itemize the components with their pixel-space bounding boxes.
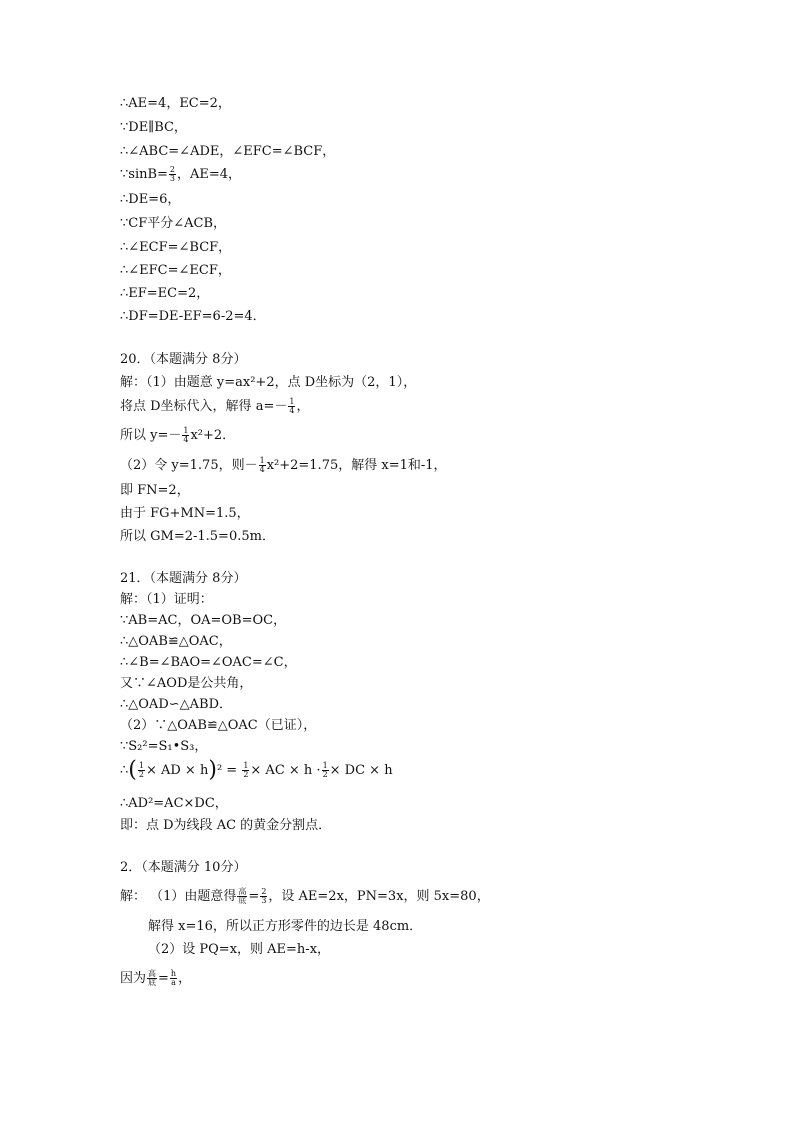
fraction-denominator: a bbox=[171, 978, 176, 987]
text-fragment: × AD × h bbox=[145, 763, 209, 778]
text-line: ∴∠EFC=∠ECF， bbox=[120, 263, 231, 278]
fraction-numerator: 高 bbox=[148, 969, 157, 978]
text-line: ∴DE=6， bbox=[120, 192, 181, 207]
text-line: ∴∠B=∠BAO=∠OAC=∠C， bbox=[120, 655, 297, 670]
fraction bbox=[322, 762, 329, 779]
question-header: 21．（本题满分 8分） bbox=[120, 571, 247, 586]
fraction-denominator: 4 bbox=[183, 435, 189, 444]
text-line: ∵CF平分∠ACB， bbox=[120, 216, 227, 231]
fraction-denominator: 2 bbox=[243, 770, 249, 779]
fraction-denominator: 3 bbox=[169, 174, 176, 183]
fraction bbox=[237, 888, 247, 905]
text-fragment: ，AE=4， bbox=[177, 167, 242, 182]
fraction-denominator: 4 bbox=[289, 406, 295, 415]
fraction-numerator: h bbox=[170, 969, 177, 978]
text-fragment: ² = bbox=[216, 763, 242, 778]
text-line bbox=[120, 970, 191, 987]
text-line: 解得 x=16，所以正方形零件的边长是 48cm． bbox=[148, 919, 423, 934]
text-line: 所以 GM=2-1.5=0.5m． bbox=[120, 529, 275, 544]
text-line: 即：点 D为线段 AC 的黄金分割点． bbox=[120, 818, 332, 833]
text-line: ∴△OAB≌△OAC， bbox=[120, 634, 232, 649]
fraction-denominator: 4 bbox=[259, 465, 265, 474]
text-line: ∴∠ECF=∠BCF， bbox=[120, 240, 232, 255]
text-fragment: = bbox=[158, 971, 169, 986]
text-fragment: ， bbox=[296, 399, 310, 414]
text-fragment: x²+2=1.75，解得 x=1和-1， bbox=[266, 458, 447, 473]
text-fragment: ∴ bbox=[120, 763, 129, 778]
text-line: 又∵∠AOD是公共角， bbox=[120, 676, 253, 691]
fraction-numerator: 1 bbox=[259, 456, 265, 465]
fraction bbox=[242, 762, 249, 779]
text-fragment: 所以 y=－ bbox=[120, 428, 182, 443]
paren-right: ) bbox=[208, 757, 217, 783]
fraction-denominator: 2 bbox=[138, 770, 144, 779]
text-line: 解：（1）证明： bbox=[120, 592, 213, 607]
text-line: ∴△OAD∽△ABD． bbox=[120, 697, 232, 712]
text-fragment: ，设 AE=2x，PN=3x，则 5x=80， bbox=[268, 889, 490, 904]
fraction bbox=[170, 970, 177, 987]
fraction-numerator: 高 bbox=[238, 887, 247, 896]
fraction-denominator: 2 bbox=[322, 770, 328, 779]
fraction-denominator: 底 bbox=[148, 978, 157, 987]
fraction-numerator: 1 bbox=[138, 761, 144, 770]
text-line: （2）设 PQ=x，则 AE=h-x， bbox=[148, 942, 331, 957]
fraction bbox=[288, 398, 295, 415]
text-line: ∵S₂²=S₁•S₃， bbox=[120, 739, 208, 754]
fraction bbox=[138, 762, 145, 779]
fraction-denominator: 底 bbox=[238, 896, 247, 905]
text-line bbox=[120, 427, 235, 444]
fraction-numerator: 1 bbox=[322, 761, 328, 770]
text-line: ∴∠ABC=∠ADE，∠EFC=∠BCF， bbox=[120, 144, 336, 159]
text-line: （2）∵△OAB≌△OAC（已证）， bbox=[120, 718, 317, 733]
fraction bbox=[169, 166, 176, 183]
fraction bbox=[259, 457, 266, 474]
text-line: 由于 FG+MN=1.5， bbox=[120, 506, 250, 521]
fraction bbox=[260, 888, 267, 905]
text-fragment: × AC × h · bbox=[250, 763, 321, 778]
text-line bbox=[120, 166, 241, 183]
text-line bbox=[120, 457, 447, 474]
text-line: ∵DE∥BC， bbox=[120, 120, 187, 135]
text-line: 解：（1）由题意 y=ax²+2，点 D坐标为（2，1）， bbox=[120, 375, 417, 390]
fraction bbox=[182, 427, 189, 444]
text-fragment: （2）令 y=1.75，则－ bbox=[120, 458, 258, 473]
question-header: 2．（本题满分 10分） bbox=[120, 860, 247, 875]
fraction-numerator: 1 bbox=[243, 761, 249, 770]
question-header: 20．（本题满分 8分） bbox=[120, 352, 247, 367]
text-fragment: = bbox=[248, 889, 260, 904]
text-line: ∴AE=4，EC=2， bbox=[120, 96, 231, 111]
text-fragment: ∵sinB= bbox=[120, 167, 168, 182]
text-fragment: 解： （1）由题意得 bbox=[120, 889, 237, 904]
fraction-denominator: 3 bbox=[261, 896, 267, 905]
text-line: ∴DF=DE-EF=6-2=4． bbox=[120, 309, 266, 324]
text-fragment: ， bbox=[178, 971, 192, 986]
fraction-numerator: 2 bbox=[261, 887, 267, 896]
text-line: ∴EF=EC=2， bbox=[120, 286, 210, 301]
formula-line bbox=[120, 757, 393, 783]
fraction bbox=[147, 970, 157, 987]
paren-left: ( bbox=[128, 757, 137, 783]
text-fragment: 将点 D坐标代入，解得 a=－ bbox=[120, 399, 288, 414]
text-line: ∵AB=AC，OA=OB=OC， bbox=[120, 613, 287, 628]
fraction-numerator: 2 bbox=[169, 165, 176, 174]
fraction-numerator: 1 bbox=[289, 397, 295, 406]
text-line bbox=[120, 398, 309, 415]
text-fragment: x²+2． bbox=[190, 428, 236, 443]
text-line bbox=[120, 888, 490, 905]
fraction-numerator: 1 bbox=[183, 426, 189, 435]
text-fragment: 因为 bbox=[120, 971, 147, 986]
text-line: ∴AD²=AC×DC， bbox=[120, 796, 228, 811]
text-fragment: × DC × h bbox=[329, 763, 393, 778]
text-line: 即 FN=2， bbox=[120, 483, 190, 498]
